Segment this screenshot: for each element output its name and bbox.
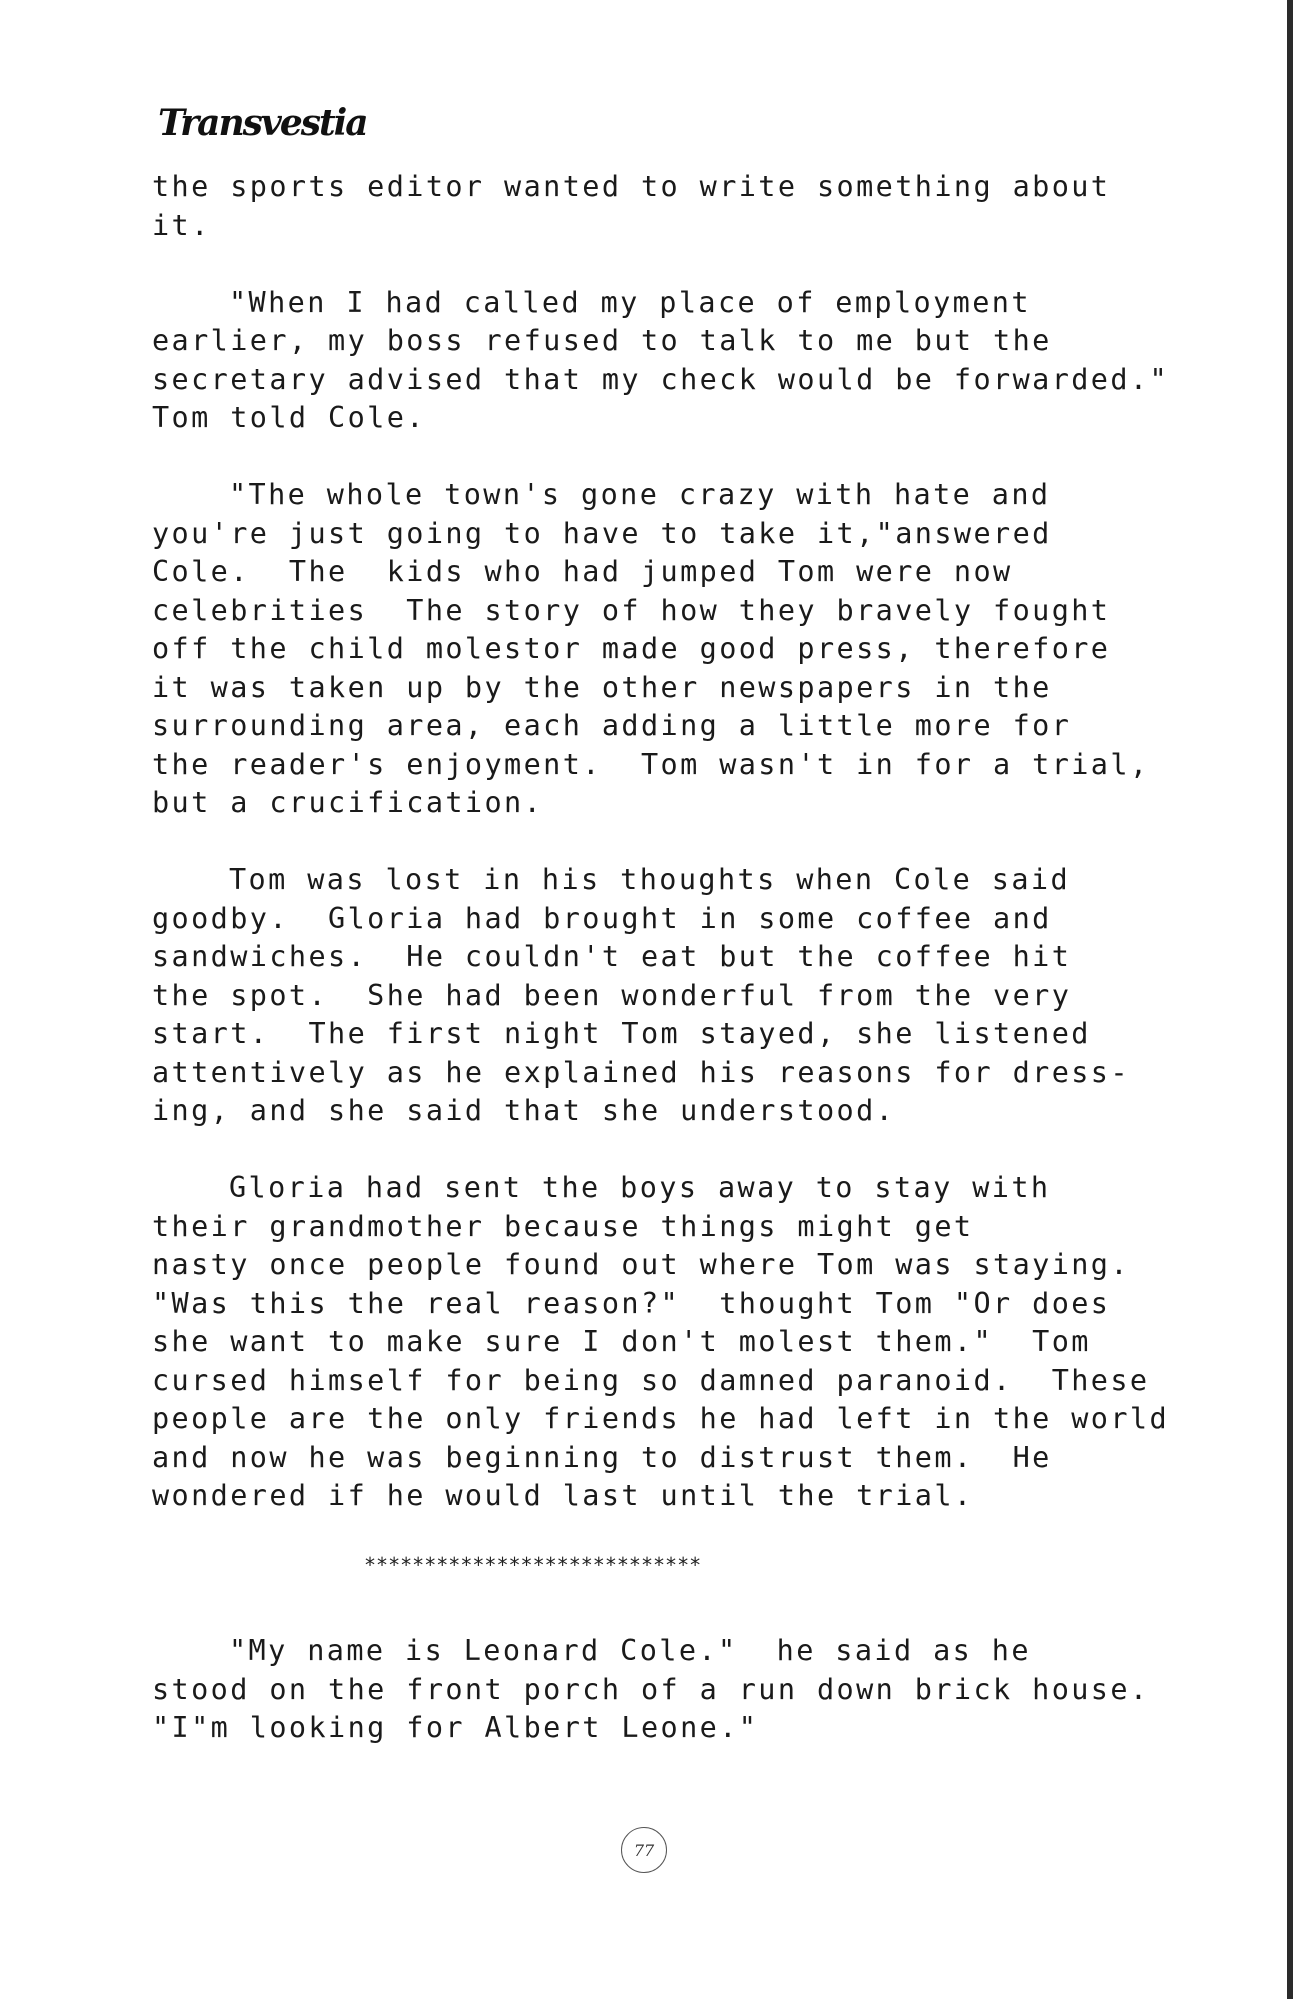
scene-body [152, 1632, 1192, 1786]
text-line: "Was this the real reason?" thought Tom "Or does [152, 1286, 1111, 1320]
text-line: sandwiches. He couldn't eat but the coffee hit [152, 940, 1072, 973]
text-line: "I"m looking for Albert Leone." [152, 1711, 759, 1744]
paragraph-3 [152, 476, 1192, 823]
text-line: people are the only friends he had left in the world [152, 1402, 1170, 1435]
text-line: off the child molestor made good press, therefore [152, 632, 1111, 665]
paragraph-2 [152, 284, 1192, 438]
text-line: "When I had called my place of employment [229, 285, 1031, 319]
page-edge-shadow [1287, 0, 1293, 1999]
text-line: the sports editor wanted to write something about [152, 170, 1111, 203]
page-number-badge [621, 1827, 667, 1873]
text-line: wondered if he would last until the trial. [152, 1479, 974, 1512]
text-line: Tom was lost in his thoughts when Cole said [229, 863, 1071, 896]
text-line: secretary advised that my check would be forwarded." [152, 362, 1170, 396]
text-line: goodby. Gloria had brought in some coffee and [152, 901, 1052, 935]
text-line: Tom told Cole. [152, 401, 426, 434]
paragraph-1 [152, 168, 1192, 245]
text-line: and now he was beginning to distrust them. He [152, 1440, 1052, 1474]
page-number-text: 77 [633, 1840, 655, 1860]
text-line: cursed himself for being so damned paranoid. These [152, 1363, 1150, 1397]
text-line: the spot. She had been wonderful from the very [152, 978, 1072, 1012]
paragraph-4 [152, 861, 1192, 1131]
text-line: stood on the front porch of a run down brick house. [152, 1672, 1150, 1706]
text-line: it. [152, 208, 211, 242]
text-line: it was taken up by the other newspapers in the [152, 670, 1052, 704]
section-divider-stars: **************************** [364, 1553, 702, 1577]
paragraph-5 [152, 1169, 1192, 1516]
text-line: start. The first night Tom stayed, she listened [152, 1017, 1091, 1050]
text-line: attentively as he explained his reasons for dress- [152, 1055, 1130, 1089]
text-line: surrounding area, each adding a little more for [152, 709, 1072, 742]
text-line: nasty once people found out where Tom was staying. [152, 1248, 1130, 1281]
text-line: their grandmother because things might get [152, 1209, 974, 1243]
text-line: you're just going to have to take it,"answered [152, 516, 1052, 550]
text-line: she want to make sure I don't molest them." Tom [152, 1325, 1091, 1358]
story-body [152, 168, 1192, 1554]
text-line: Gloria had sent the boys away to stay with [229, 1171, 1051, 1204]
text-line: ing, and she said that she understood. [152, 1094, 896, 1127]
text-line: earlier, my boss refused to talk to me but the [152, 324, 1052, 357]
text-line: "My name is Leonard Cole." he said as he [229, 1634, 1031, 1667]
text-line: "The whole town's gone crazy with hate and [229, 478, 1051, 511]
text-line: but a crucification. [152, 786, 544, 819]
masthead-logo: Transvestia [158, 102, 367, 144]
paragraph-6 [152, 1632, 1192, 1748]
text-line: Cole. The kids who had jumped Tom were now [152, 555, 1013, 588]
text-line: celebrities The story of how they bravely fought [152, 593, 1111, 627]
text-line: the reader's enjoyment. Tom wasn't in for a trial, [152, 747, 1150, 781]
